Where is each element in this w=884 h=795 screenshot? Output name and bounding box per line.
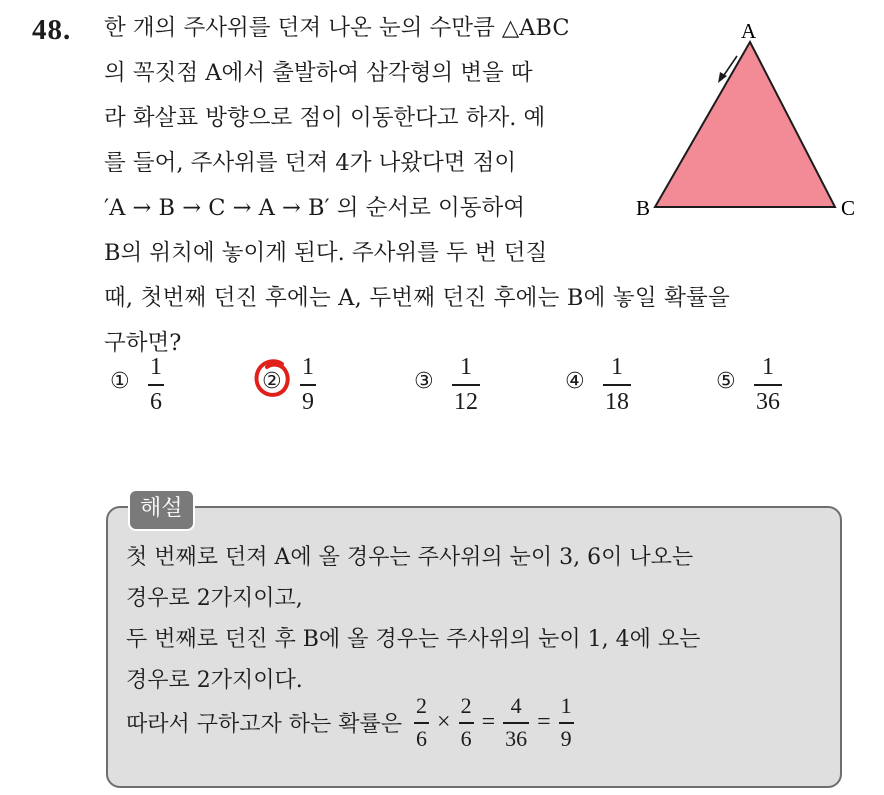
numerator: 1 bbox=[302, 354, 314, 380]
fraction-bar bbox=[503, 722, 529, 724]
question-line: 구하면? bbox=[104, 330, 182, 356]
choice-mark: ③ bbox=[414, 369, 434, 394]
numerator: 1 bbox=[150, 354, 162, 380]
fraction-bar bbox=[459, 722, 474, 724]
question-line: 를 들어, 주사위를 던져 4가 나왔다면 점이 bbox=[104, 150, 517, 176]
denominator: 6 bbox=[416, 725, 428, 751]
numerator: 2 bbox=[460, 693, 472, 718]
equals-operator: = bbox=[481, 708, 496, 735]
question-line: ′A → B → C → A → B′ 의 순서로 이동하여 bbox=[104, 195, 525, 221]
numerator: 2 bbox=[416, 693, 428, 718]
choice-mark: ⑤ bbox=[716, 369, 736, 394]
fraction-2 bbox=[459, 694, 474, 751]
explanation-line: 첫 번째로 던져 A에 올 경우는 주사위의 눈이 3, 6이 나오는 bbox=[126, 545, 694, 570]
denominator: 6 bbox=[460, 725, 472, 751]
explanation-line: 경우로 2가지이고, bbox=[126, 586, 303, 611]
vertex-label-b: B bbox=[636, 196, 651, 220]
fraction-bar bbox=[148, 384, 164, 386]
vertex-label-a: A bbox=[741, 20, 757, 43]
denominator: 9 bbox=[302, 388, 314, 415]
question-line: B의 위치에 놓이게 된다. 주사위를 두 번 던질 bbox=[104, 240, 548, 266]
explanation-text bbox=[126, 540, 700, 704]
fraction-bar bbox=[754, 384, 782, 386]
fraction-bar bbox=[603, 384, 631, 386]
denominator: 36 bbox=[756, 388, 780, 415]
choice-fraction bbox=[452, 354, 480, 415]
fraction-bar bbox=[452, 384, 480, 386]
triangle-shape bbox=[655, 42, 835, 207]
question-line: 의 꼭짓점 A에서 출발하여 삼각형의 변을 따 bbox=[104, 60, 533, 86]
numerator: 1 bbox=[560, 693, 572, 718]
choice-mark: ① bbox=[110, 369, 130, 394]
choice-fraction bbox=[603, 354, 631, 415]
vertex-label-c: C bbox=[841, 196, 856, 220]
fraction-bar bbox=[300, 384, 316, 386]
explanation-final-line bbox=[126, 694, 574, 751]
choice-fraction bbox=[148, 354, 164, 415]
choice-fraction bbox=[754, 354, 782, 415]
triangle-figure bbox=[630, 20, 870, 220]
choice-mark: ④ bbox=[565, 369, 585, 394]
question-line: 때, 첫번째 던진 후에는 A, 두번째 던진 후에는 B에 놓일 확률을 bbox=[104, 285, 730, 311]
final-label: 따라서 구하고자 하는 확률은 bbox=[126, 711, 403, 737]
answer-choices bbox=[0, 354, 884, 424]
times-operator: × bbox=[437, 708, 451, 735]
numerator: 1 bbox=[611, 354, 623, 380]
equals-operator: = bbox=[537, 708, 551, 735]
denominator: 6 bbox=[150, 388, 162, 415]
fraction-3 bbox=[503, 694, 529, 751]
denominator: 36 bbox=[505, 725, 528, 751]
explanation-line: 두 번째로 던진 후 B에 올 경우는 주사위의 눈이 1, 4에 오는 bbox=[126, 627, 701, 652]
numerator: 4 bbox=[510, 693, 522, 718]
explanation-tag: 해설 bbox=[128, 489, 195, 531]
numerator: 1 bbox=[762, 354, 774, 380]
question-line: 한 개의 주사위를 던져 나온 눈의 수만큼 △ABC bbox=[104, 15, 570, 41]
fraction-1 bbox=[414, 694, 429, 751]
selected-answer-circle-icon bbox=[252, 356, 296, 404]
question-line: 라 화살표 방향으로 점이 이동한다고 하자. 예 bbox=[104, 105, 546, 131]
denominator: 9 bbox=[560, 725, 572, 751]
fraction-bar bbox=[559, 722, 574, 724]
fraction-bar bbox=[414, 722, 429, 724]
numerator: 1 bbox=[460, 354, 472, 380]
denominator: 18 bbox=[605, 388, 629, 415]
choice-mark: ② bbox=[262, 369, 282, 394]
explanation-line: 경우로 2가지이다. bbox=[126, 668, 303, 693]
denominator: 12 bbox=[454, 388, 478, 415]
fraction-4 bbox=[559, 694, 574, 751]
choice-fraction bbox=[300, 354, 316, 415]
question-number: 48. bbox=[32, 14, 72, 46]
